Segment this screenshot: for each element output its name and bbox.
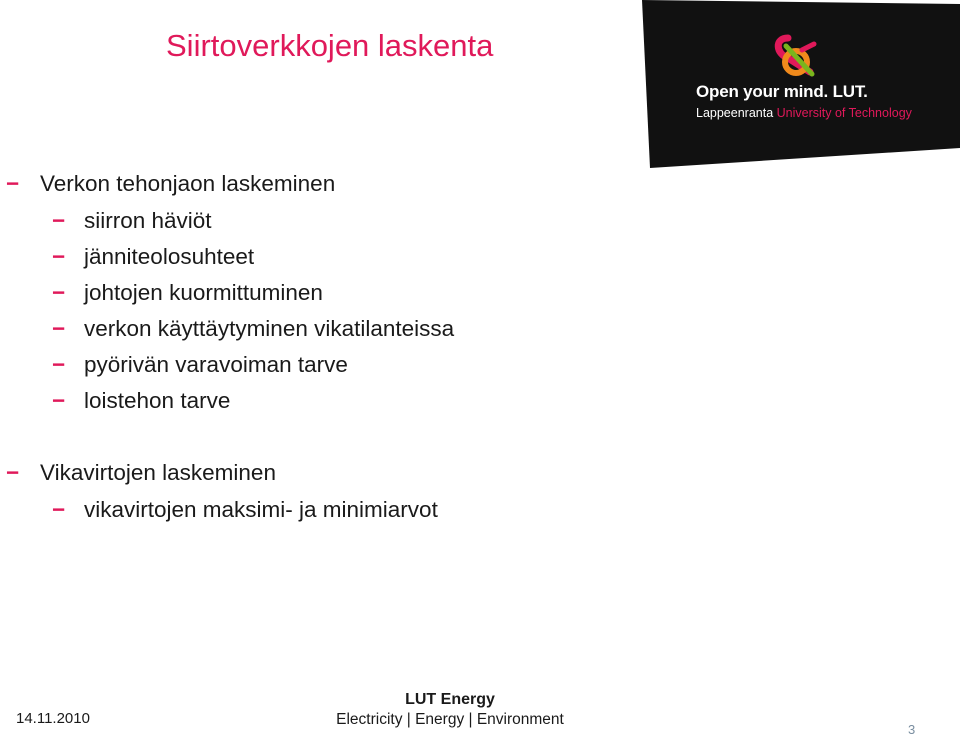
bullet-marker-icon: − [52, 388, 66, 413]
page-title: Siirtoverkkojen laskenta [166, 28, 494, 63]
footer-tagline: Electricity | Energy | Environment [336, 711, 564, 728]
lut-logo-panel [636, 0, 960, 170]
bullet-marker-icon: − [6, 171, 20, 196]
bullet-marker-icon: − [52, 497, 66, 522]
footer-date: 14.11.2010 [16, 710, 90, 727]
logo-place: Lappeenranta [696, 106, 774, 120]
page-number: 3 [908, 722, 916, 737]
list-item-text: loistehon tarve [84, 388, 231, 413]
bullet-marker-icon: − [6, 460, 20, 485]
list-item-text: johtojen kuormittuminen [84, 280, 323, 305]
logo-university [696, 106, 912, 120]
list-item-text: pyörivän varavoiman tarve [84, 352, 348, 377]
bullet-marker-icon: − [52, 316, 66, 341]
list-item-text: jänniteolosuhteet [84, 244, 255, 269]
bullet-marker-icon: − [52, 352, 66, 377]
bullet-marker-icon: − [52, 208, 66, 233]
bullet-marker-icon: − [52, 280, 66, 305]
footer-center [300, 690, 600, 730]
list-item-text: siirron häviöt [84, 208, 212, 233]
footer-org: LUT Energy [405, 691, 495, 708]
bullet-marker-icon: − [52, 244, 66, 269]
bullet-heading-text: Verkon tehonjaon laskeminen [40, 171, 336, 196]
logo-university-name: University of Technology [776, 106, 912, 120]
list-item-text: vikavirtojen maksimi- ja minimiarvot [84, 497, 438, 522]
list-item-text: verkon käyttäytyminen vikatilanteissa [84, 316, 455, 341]
logo-tagline: Open your mind. LUT. [696, 82, 868, 101]
bullet-heading-text: Vikavirtojen laskeminen [40, 460, 276, 485]
